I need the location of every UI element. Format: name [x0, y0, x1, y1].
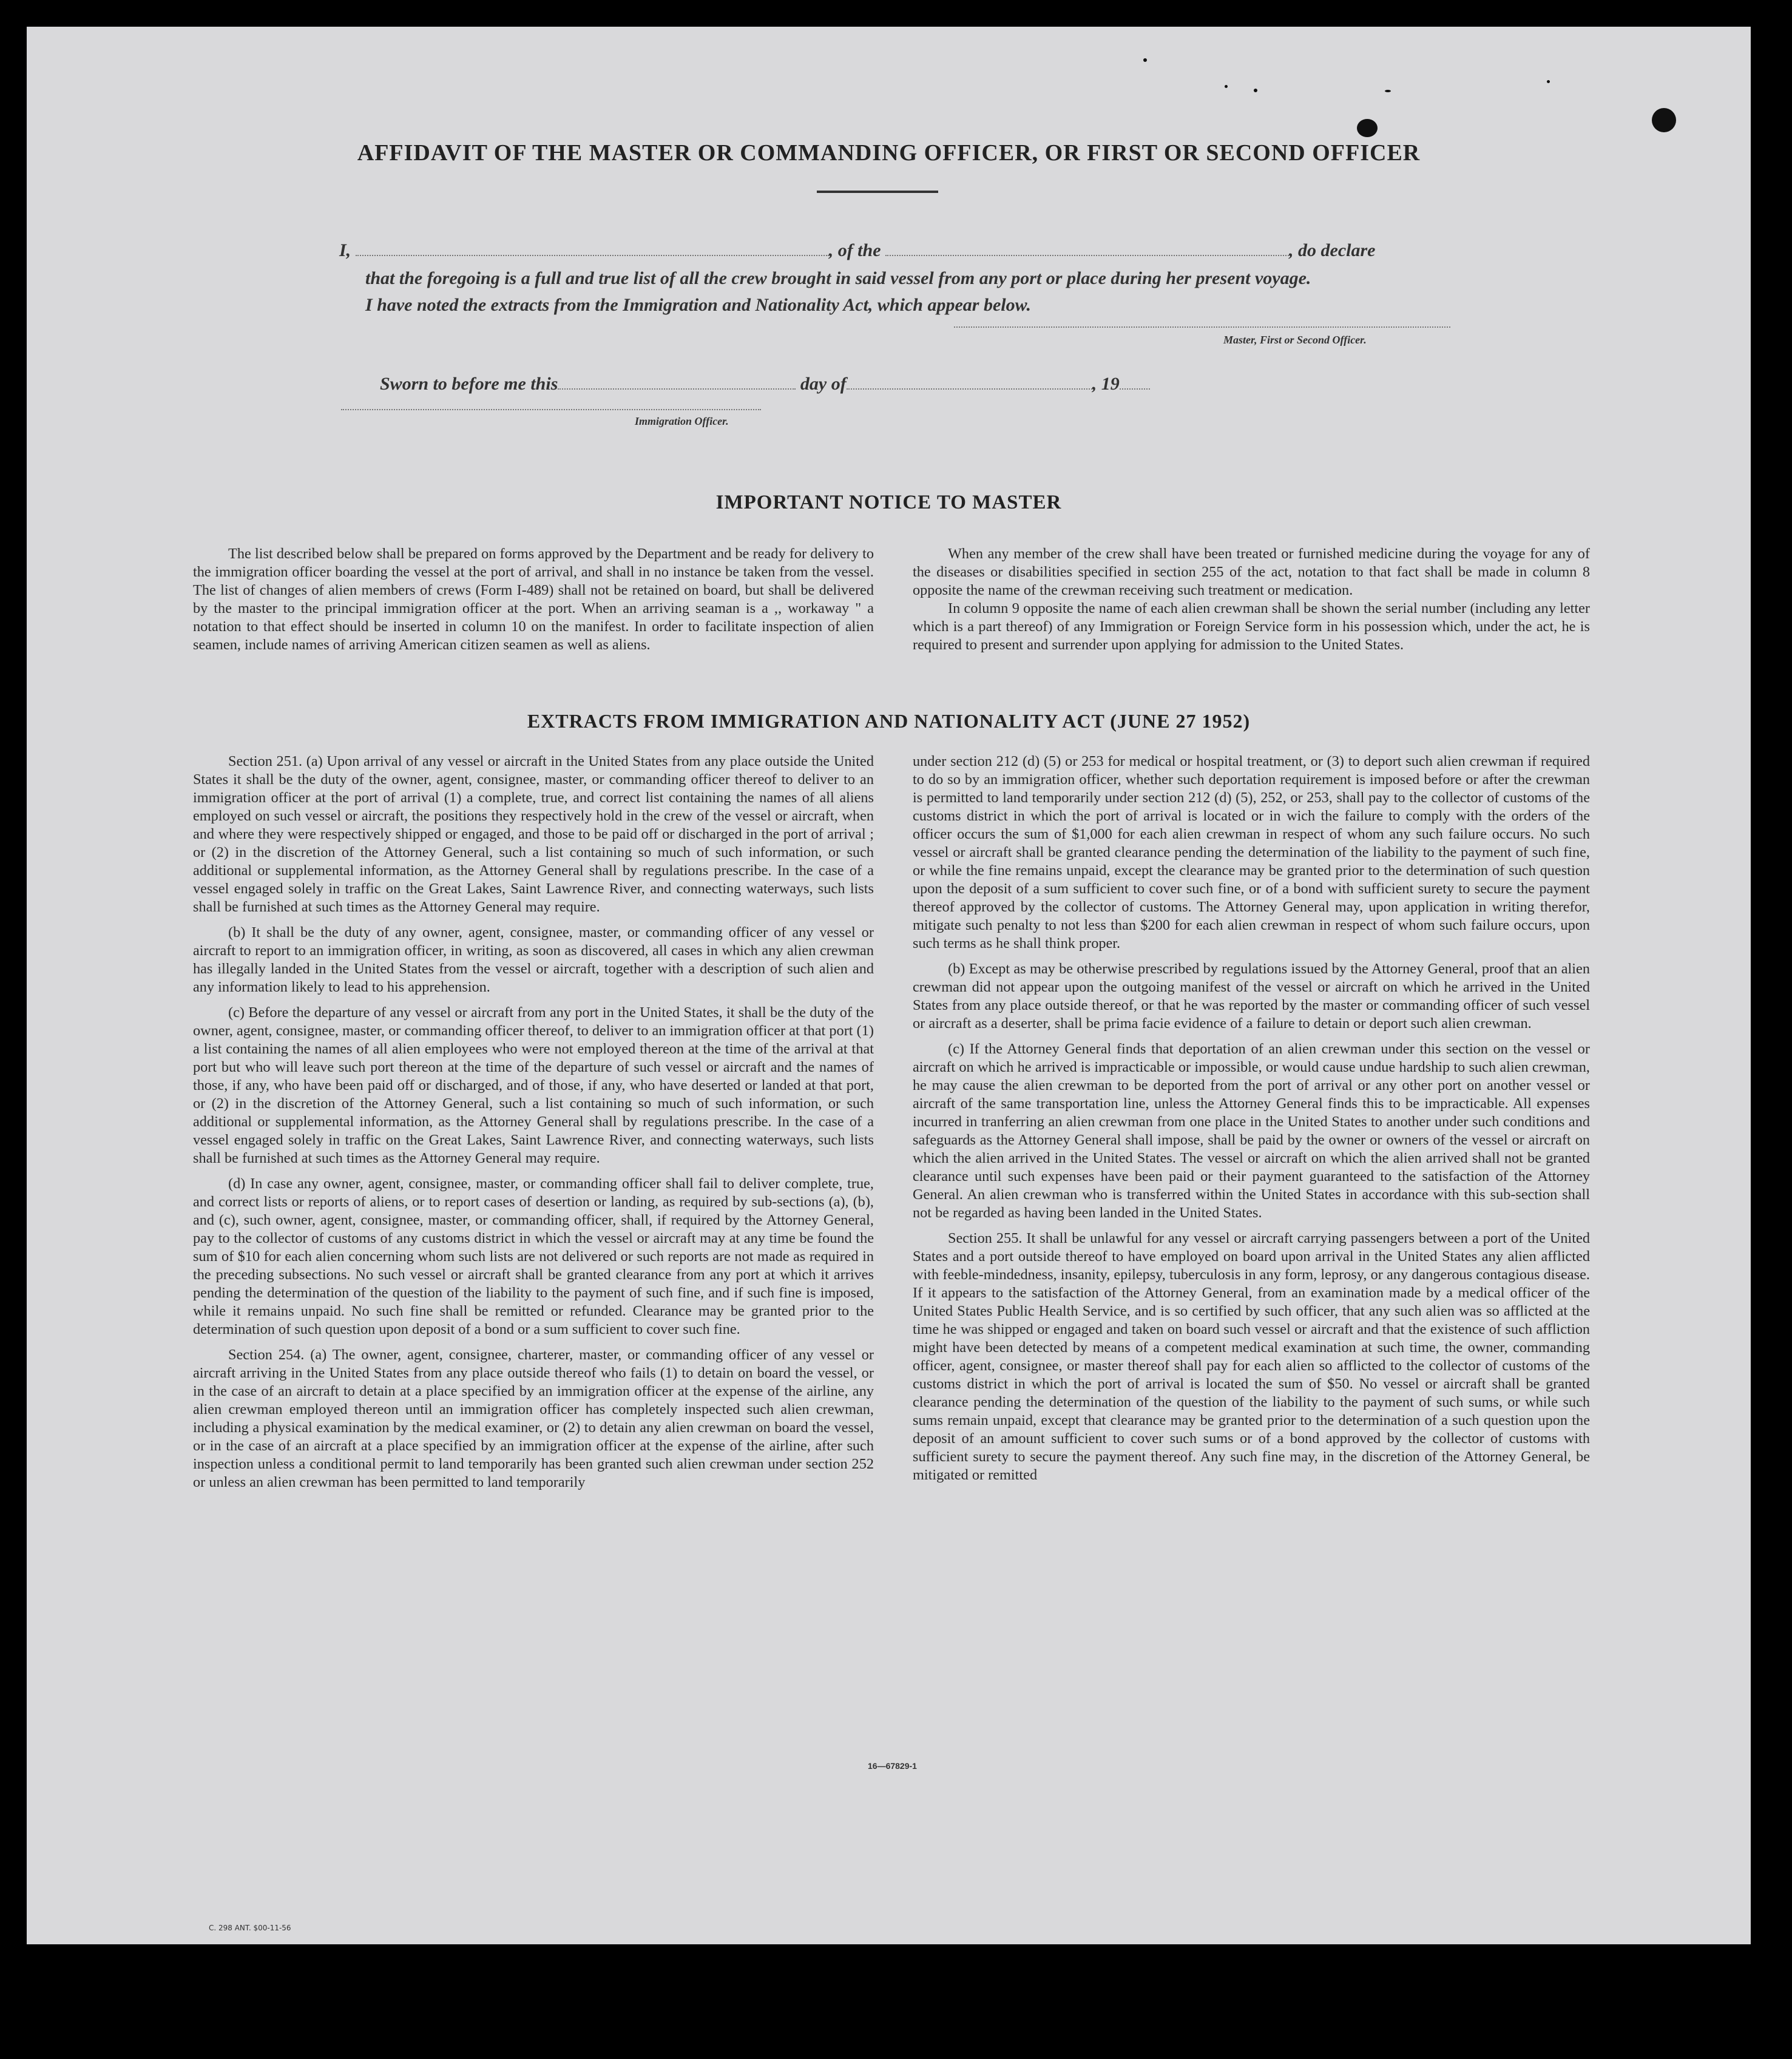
title-rule: [817, 191, 938, 193]
section-paragraph: (d) In case any owner, agent, consignee, master, or commanding officer shall fail to deliver complete, true, and correct lists or reports of aliens, or to report cases of desertion or landing, as required by sub-sections (a), (b), and (c), such owner, agent, consignee, master, or commanding officer, shall, if required by the Attorney General, pay to the collector of customs of any customs district in which the vessel or aircraft may at any time be found the sum of $10 for each alien concerning whom such lists are not delivered or such reports are not made as required in the preceding subsections. No such vessel or aircraft shall be granted clearance from any port at which it arrives pending the determination of the question of the liability to the payment of such fine, and if such fine is imposed, while it remains unpaid. No such fine shall be remitted or refunded. Clearance may be granted prior to the determination of such question upon deposit of a bond or a sum sufficient to cover such fine.: [193, 1175, 874, 1337]
ink-speck: [1254, 89, 1257, 92]
notice-title: IMPORTANT NOTICE TO MASTER: [715, 492, 1062, 513]
notice-paragraph: When any member of the crew shall have been treated or furnished medicine during the voyage for any of the diseases or disabilities specified in section 255 of the act, notation to that fact shall be made in column 8 opposite the name of the crewman receiving such treatment or medication.: [913, 546, 1590, 598]
extracts-title: EXTRACTS FROM IMMIGRATION AND NATIONALITY ACT (JUNE 27 1952): [527, 710, 1251, 732]
master-signature-line[interactable]: [954, 326, 1450, 328]
section-paragraph: Section 251. (a) Upon arrival of any vessel or aircraft in the United States from any place outside the United States it shall be the duty of the owner, agent, consignee, master, or commanding officer thereof to deliver to an immigration officer at the port of arrival (1) a complete, true, and correct list containing the names of all aliens employed on such vessel or aircraft, the positions they respectively hold in the crew of the vessel or aircraft, when and where they were respectively shipped or engaged, and those to be paid off or discharged in the port of arrival ; or (2) in the discretion of the Attorney General, such a list containing so much of such information, or such additional or supplemental information, as the Attorney General shall by regulations prescribe. In the case of a vessel engaged solely in traffic on the Great Lakes, Saint Lawrence River, and connecting waterways, such lists shall be furnished at such times as the Attorney General may require.: [193, 753, 874, 915]
declaration-do-declare: , do declare: [1289, 240, 1376, 260]
ink-speck: [1547, 80, 1550, 83]
section-paragraph: (c) Before the departure of any vessel or aircraft from any port in the United States, it shall be the duty of the owner, agent, consignee, master, or commanding officer thereof, to deliver to an immigration officer at that port (1) a list containing the names of all alien employees who were not employed thereon at the time of the arrival at that port but who will leave such port thereon at the time of the departure of such vessel or aircraft and the names of those, if any, who have been paid off or discharged, and of those, if any, who have deserted or landed at that port, or (2) in the discretion of the Attorney General, such a list containing so much of such information, or such additional or supplemental information, as the Attorney General shall by regulations prescribe. In the case of a vessel engaged solely in traffic on the Great Lakes, Saint Lawrence River, and connecting waterways, such lists shall be furnished at such times as the Attorney General may require.: [193, 1004, 874, 1166]
affidavit-title: AFFIDAVIT OF THE MASTER OR COMMANDING OFFICER, OR FIRST OR SECOND OFFICER: [357, 140, 1421, 166]
declaration-i: I,: [339, 240, 351, 260]
declaration-line-3: I have noted the extracts from the Immigration and Nationality Act, which appear below.: [365, 295, 1031, 315]
section-paragraph: under section 212 (d) (5) or 253 for medical or hospital treatment, or (3) to deport such alien crewman if required to do so by an immigration officer, whether such deportation requirement is imposed before or after the crewman is permitted to land temporarily under section 212 (d) (5), 252, or 253, shall pay to the collector of customs of the customs district in which the port of arrival is located or in wich the failure to comply with the orders of the officer occurs the sum of $1,000 for each alien crewman in respect of whom any such failure occurs. No such vessel or aircraft shall be granted clearance pending the determination of the liability to the payment of such fine, or while the fine remains unpaid, except the clearance may be granted prior to the determination of such question upon the deposit of a sum sufficient to cover such fine, or of a bond with sufficient surety to secure the payment thereof approved by the collector of customs. The Attorney General may, upon application in writing therefor, mitigate such penalty to not less than $200 for each alien crewman in respect of whom such failure occurs, upon such terms as he shall think proper.: [913, 753, 1590, 952]
notice-left-column: [193, 545, 874, 661]
section-paragraph: Section 255. It shall be unlawful for any vessel or aircraft carrying passengers between a port of the United States and a port outside thereof to have employed on board upon arrival in the United States any alien afflicted with feeble-mindedness, insanity, epilepsy, tuberculosis in any form, leprosy, or any dangerous contagious disease. If it appears to the satisfaction of the Attorney General, from an examination made by a medical officer of the United States Public Health Service, and is so certified by such officer, that any such alien was so afflicted at the time he was shipped or engaged and taken on board such vessel or aircraft and that the existence of such affliction might have been detected by means of a competent medical examination at such time, the owner, commanding officer, agent, consignee, or master thereof shall pay for each alien so afflicted to the collector of customs of the customs district in which the port of arrival is located the sum of $50. No vessel or aircraft shall be granted clearance pending the determination of the question of the liability to the payment of such sums, or while such sums remain unpaid, except that clearance may be granted prior to the determination of a such question upon the deposit of an amount sufficient to cover such sums or of a bond approved by the collector of customs with sufficient surety to secure the payment thereof. Any such fine may, in the discretion of the Attorney General, be mitigated or remitted: [913, 1230, 1590, 1483]
extracts-right-column: [913, 752, 1590, 1492]
section-paragraph: (c) If the Attorney General finds that deportation of an alien crewman under this section on the vessel or aircraft on which he arrived is impracticable or impossible, or would cause undue hardship to such alien crewman, he may cause the alien crewman to be deported from the port of arrival or any other port on another vessel or aircraft of the same transportation line, unless the Attorney General finds this to be impracticable. All expenses incurred in tranferring an alien crewman from one place in the United States to another under such conditions and safeguards as the Attorney General shall impose, shall be paid by the owner or owners of the vessel or aircraft on which the alien arrived in the United States. The vessel or aircraft on which the alien arrived shall not be granted clearance until such expenses have been paid or their payment guaranteed to the satisfaction of the Attorney General. An alien crewman who is transferred within the United States in accordance with this sub-section shall not be regarded as having been landed in the United States.: [913, 1041, 1590, 1221]
corner-code: C. 298 ANT. $00-11-56: [209, 1924, 291, 1932]
declaration-line-1: [339, 240, 1516, 261]
document-page: [27, 27, 1751, 1944]
form-number: 16—67829-1: [868, 1761, 917, 1771]
vessel-field[interactable]: [885, 254, 1289, 256]
ink-blot: [1357, 119, 1378, 137]
sworn-day-of: day of: [800, 374, 847, 394]
officer-signature-caption: Immigration Officer.: [635, 415, 729, 427]
section-paragraph: (b) Except as may be otherwise prescribed by regulations issued by the Attorney General, proof that an alien crewman did not appear upon the outgoing manifest of the vessel or aircraft on which he arrived in the United States from any place outside thereof, or that he was reported by the master or commanding officer of such vessel or aircraft as a deserter, shall be prima facie evidence of a failure to detain or deport such alien crewman.: [913, 961, 1590, 1032]
sworn-prefix: Sworn to before me this: [380, 374, 558, 394]
ink-speck: [1143, 58, 1147, 62]
year-field[interactable]: [1120, 388, 1150, 390]
name-field[interactable]: [356, 254, 829, 256]
month-field[interactable]: [847, 388, 1092, 390]
master-signature-caption: Master, First or Second Officer.: [1223, 334, 1367, 346]
ink-speck: [1385, 90, 1391, 92]
day-field[interactable]: [558, 388, 796, 390]
declaration-of-the: , of the: [828, 240, 881, 260]
ink-blot: [1652, 108, 1676, 132]
section-paragraph: Section 254. (a) The owner, agent, consignee, charterer, master, or commanding officer of any vessel or aircraft arriving in the United States from any place outside thereof who fails (1) to detain on board the vessel, or in the case of an aircraft to detain at a place specified by an immigration officer at the expense of the airline, any alien crewman employed thereon until an immigration officer has completely inspected such alien crewman, including a physical examination by the medical examiner, or (2) to detain any alien crewman on board the vessel, or in the case of an aircraft at a place specified by an immigration officer at the expense of the airline, after such inspection unless a conditional permit to land temporarily has been granted such alien crewman under section 252 or unless an alien crewman has been permitted to land temporarily: [193, 1347, 874, 1490]
extracts-left-column: [193, 752, 874, 1499]
sworn-line: [380, 374, 1150, 394]
officer-signature-line[interactable]: [341, 409, 761, 410]
notice-right-column: [913, 545, 1590, 661]
declaration-line-2: that the foregoing is a full and true list of all the crew brought in said vessel from any port or place during her present voyage.: [365, 268, 1311, 288]
section-paragraph: (b) It shall be the duty of any owner, agent, consignee, master, or commanding officer of any vessel or aircraft to report to an immigration officer, in writing, as soon as discovered, all cases in which any alien crewman has illegally landed in the United States from the vessel or aircraft, together with a description of such alien and any information likely to lead to his apprehension.: [193, 924, 874, 995]
notice-paragraph: In column 9 opposite the name of each alien crewman shall be shown the serial number (including any letter which is a part thereof) of any Immigration or Foreign Service form in his possession which, under the act, he is required to present and surrender upon applying for admission to the United States.: [913, 600, 1590, 653]
sworn-year-prefix: , 19: [1092, 374, 1120, 394]
notice-paragraph: The list described below shall be prepared on forms approved by the Department and be ready for delivery to the immigration officer boarding the vessel at the port of arrival, and shall in no instance be taken from the vessel. The list of changes of alien members of crews (Form I-489) shall not be retained on board, but shall be delivered by the master to the principal immigration officer at the port. When an arriving seaman is a ,, workaway " a notation to that effect should be inserted in column 10 on the manifest. In order to facilitate inspection of alien seamen, include names of arriving American citizen seamen as well as aliens.: [193, 546, 874, 653]
ink-speck: [1225, 85, 1228, 88]
